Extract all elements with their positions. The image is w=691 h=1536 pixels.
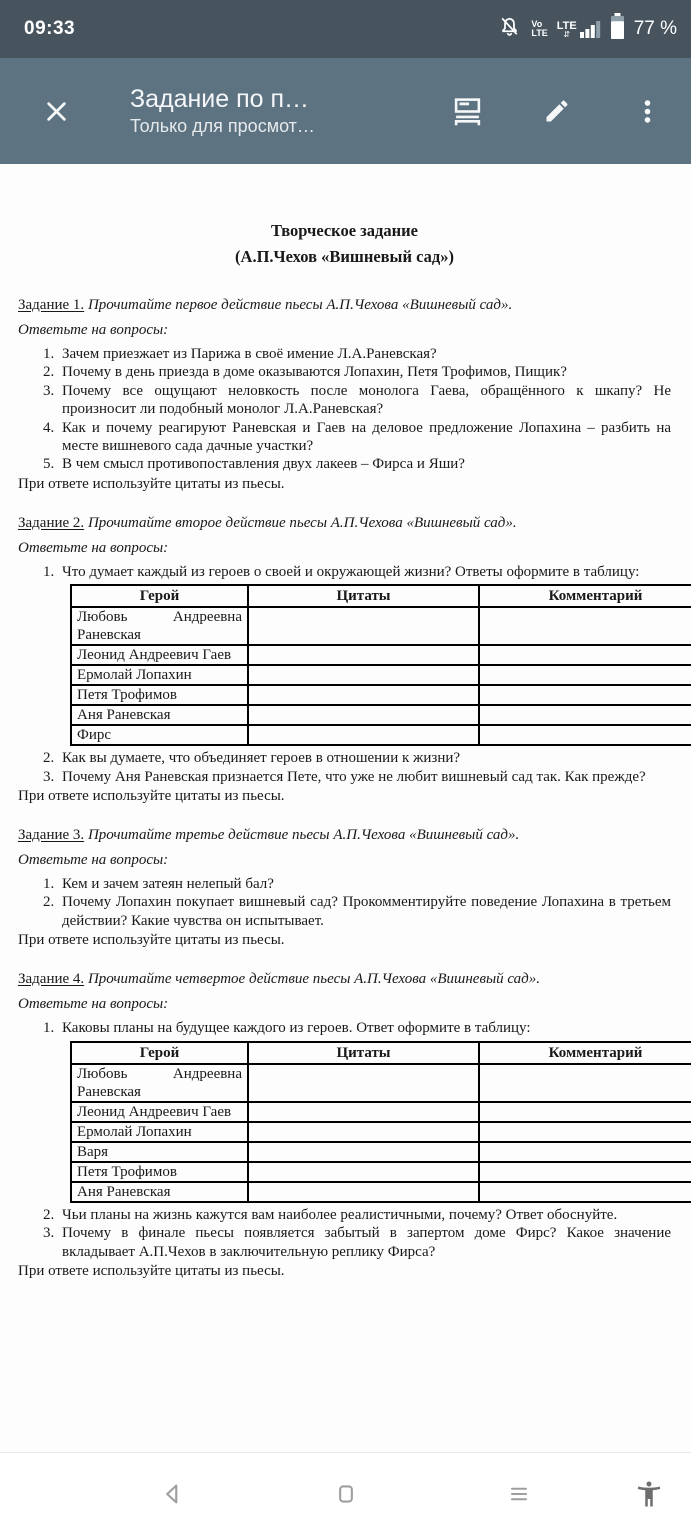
task-heading: Задание 2. Прочитайте второе действие пьесы А.П.Чехова «Вишневый сад».	[18, 514, 517, 531]
hero-name-cell: Любовь Андреевна Раневская	[71, 607, 248, 645]
edit-pencil-icon	[543, 97, 571, 125]
question-text: Как вы думаете, что объединяет героев в отношении к жизни?	[62, 750, 461, 767]
question-item	[43, 419, 671, 456]
recents-icon	[505, 1480, 533, 1508]
overflow-menu-button[interactable]	[623, 87, 671, 135]
question-number: 1.	[43, 1020, 55, 1037]
task-label: Задание 4.	[18, 971, 85, 988]
clock: 09:33	[24, 18, 76, 39]
task-footer-note: При ответе используйте цитаты из пьесы.	[18, 1262, 285, 1279]
hero-name-cell: Петя Трофимов	[71, 685, 248, 705]
signal-strength-icon: LTE ⇵	[557, 20, 601, 38]
view-mode-label: Только для просмот…	[130, 116, 315, 136]
battery-icon	[610, 13, 625, 45]
hero-name-cell: Петя Трофимов	[71, 1162, 248, 1182]
table-row	[71, 1064, 691, 1102]
question-number: 4.	[43, 419, 55, 436]
task-subheading: Ответьте на вопросы:	[18, 322, 169, 338]
task-footer-note: При ответе используйте цитаты из пьесы.	[18, 475, 285, 492]
question-number: 1.	[43, 563, 55, 580]
question-item	[43, 1224, 671, 1261]
notifications-muted-icon	[497, 14, 522, 44]
status-bar	[0, 0, 691, 58]
doc-heading-line2: (А.П.Чехов «Вишневый сад»)	[235, 247, 454, 266]
question-number: 1.	[43, 346, 55, 362]
column-header: Герой	[71, 1042, 248, 1064]
table-header-row	[71, 1042, 691, 1064]
task-label: Задание 2.	[18, 514, 85, 531]
print-layout-icon	[452, 96, 483, 127]
empty-cell	[248, 725, 479, 745]
task-heading: Задание 4. Прочитайте четвертое действие пьесы А.П.Чехова «Вишневый сад».	[18, 971, 540, 988]
table-header-row	[71, 585, 691, 607]
question-item	[43, 345, 671, 363]
question-item	[43, 768, 671, 786]
empty-cell	[479, 725, 691, 745]
task-subheading: Ответьте на вопросы:	[18, 996, 169, 1013]
table-row	[71, 665, 691, 685]
table-row	[71, 1122, 691, 1142]
volte-icon: Vo LTE	[531, 19, 548, 38]
empty-cell	[248, 1102, 479, 1122]
nav-accessibility-button[interactable]	[634, 1479, 664, 1509]
empty-cell	[248, 685, 479, 705]
question-number: 3.	[43, 768, 55, 785]
app-bar-actions	[443, 87, 671, 135]
question-text: Почему в день приезда в доме оказываются Лопахин, Петя Трофимов, Пищик?	[62, 364, 567, 381]
task-subheading: Ответьте на вопросы:	[18, 852, 169, 869]
characters-table-act4	[70, 1041, 691, 1203]
column-header: Герой	[71, 585, 248, 607]
empty-cell	[479, 1182, 691, 1202]
navigation-bar	[0, 1452, 691, 1536]
battery-percent: 77 %	[633, 18, 677, 39]
empty-cell	[479, 665, 691, 685]
task-heading: Задание 3. Прочитайте третье действие пьесы А.П.Чехова «Вишневый сад».	[18, 827, 520, 844]
table-row	[71, 685, 691, 705]
edit-button[interactable]	[533, 87, 581, 135]
doc-heading-line1: Творческое задание	[271, 221, 418, 240]
question-item	[43, 875, 671, 893]
hero-name-cell: Любовь Андреевна Раневская	[71, 1064, 248, 1102]
document-viewer[interactable]	[0, 164, 691, 1452]
question-number: 1.	[43, 876, 55, 893]
app-bar	[0, 58, 691, 164]
empty-cell	[479, 1162, 691, 1182]
hero-name-cell: Варя	[71, 1142, 248, 1162]
hero-name-cell: Ермолай Лопахин	[71, 665, 248, 685]
print-layout-button[interactable]	[443, 87, 491, 135]
question-number: 2.	[43, 750, 55, 767]
table-row	[71, 725, 691, 745]
empty-cell	[479, 685, 691, 705]
task-label: Задание 1.	[18, 297, 85, 313]
table-row	[71, 645, 691, 665]
table-row	[71, 705, 691, 725]
column-header: Цитаты	[248, 585, 479, 607]
status-icons	[497, 13, 677, 45]
question-number: 2.	[43, 1206, 55, 1223]
task-section-2	[18, 514, 691, 806]
question-item	[43, 382, 671, 419]
question-item	[43, 363, 671, 381]
empty-cell	[479, 705, 691, 725]
question-text: Зачем приезжает из Парижа в своё имение Л.А.Раневская?	[62, 346, 437, 362]
question-number: 5.	[43, 456, 55, 473]
question-item	[43, 749, 671, 767]
document-title-block	[130, 84, 433, 138]
hero-name-cell: Аня Раневская	[71, 705, 248, 725]
back-icon	[159, 1480, 187, 1508]
table-row	[71, 1142, 691, 1162]
empty-cell	[248, 1142, 479, 1162]
question-text: Почему все ощущают неловкость после монолога Гаева, обращённого к шкапу? Не произносит ли подобный монолог Л.А.Раневская?	[62, 382, 671, 418]
question-item	[43, 455, 671, 473]
table-row	[71, 1102, 691, 1122]
question-text: Почему в финале пьесы появляется забытый в запертом доме Фирс? Какое значение вкладывает А.П.Чехов в заключительную реплику Фирса?	[62, 1225, 671, 1260]
task-section-3	[18, 826, 691, 950]
question-text: Как и почему реагируют Раневская и Гаев на деловое предложение Лопахина – разбить на месте вишневого сада дачные участки?	[62, 419, 671, 455]
task-footer-note: При ответе используйте цитаты из пьесы.	[18, 932, 285, 949]
question-item	[43, 1206, 671, 1224]
more-vert-icon	[634, 98, 661, 125]
question-text: Чьи планы на жизнь кажутся вам наиболее реалистичными, почему? Ответ обоснуйте.	[62, 1206, 618, 1223]
column-header: Комментарий	[479, 585, 691, 607]
table-row	[71, 1182, 691, 1202]
close-icon	[43, 98, 70, 125]
question-number: 2.	[43, 364, 55, 381]
hero-name-cell: Леонид Андреевич Гаев	[71, 1102, 248, 1122]
document-title: Задание по п…	[130, 85, 310, 113]
table-row	[71, 607, 691, 645]
question-item	[43, 563, 671, 581]
question-text: Каковы планы на будущее каждого из героев. Ответ оформите в таблицу:	[62, 1020, 531, 1037]
hero-name-cell: Фирс	[71, 725, 248, 745]
task-label: Задание 3.	[18, 827, 85, 844]
empty-cell	[248, 607, 479, 645]
task-footer-note: При ответе используйте цитаты из пьесы.	[18, 788, 285, 805]
empty-cell	[479, 1064, 691, 1102]
empty-cell	[248, 1162, 479, 1182]
characters-table-act2	[70, 584, 691, 746]
empty-cell	[479, 607, 691, 645]
question-text: Что думает каждый из героев о своей и окружающей жизни? Ответы оформите в таблицу:	[62, 563, 640, 580]
empty-cell	[248, 645, 479, 665]
empty-cell	[248, 705, 479, 725]
column-header: Комментарий	[479, 1042, 691, 1064]
empty-cell	[248, 1064, 479, 1102]
question-item	[43, 893, 671, 930]
question-number: 3.	[43, 1225, 55, 1242]
table-row	[71, 1162, 691, 1182]
home-icon	[332, 1480, 360, 1508]
empty-cell	[479, 1102, 691, 1122]
empty-cell	[248, 1182, 479, 1202]
signal-bars	[580, 20, 601, 38]
accessibility-icon	[634, 1479, 664, 1509]
nav-back-button[interactable]	[158, 1479, 188, 1509]
hero-name-cell: Ермолай Лопахин	[71, 1122, 248, 1142]
task-subheading: Ответьте на вопросы:	[18, 539, 169, 556]
task-section-4	[18, 970, 691, 1281]
question-number: 2.	[43, 894, 55, 911]
empty-cell	[248, 665, 479, 685]
nav-recents-button[interactable]	[504, 1479, 534, 1509]
question-text: Кем и зачем затеян нелепый бал?	[62, 876, 274, 893]
empty-cell	[248, 1122, 479, 1142]
empty-cell	[479, 1142, 691, 1162]
hero-name-cell: Аня Раневская	[71, 1182, 248, 1202]
empty-cell	[479, 1122, 691, 1142]
question-text: Почему Аня Раневская признается Пете, что уже не любит вишневый сад так. Как прежде?	[62, 768, 646, 785]
task-section-1	[18, 296, 691, 494]
question-text: Почему Лопахин покупает вишневый сад? Прокомментируйте поведение Лопахина в третьем действии? Какие чувства он испытывает.	[62, 894, 671, 929]
question-number: 3.	[43, 382, 55, 399]
close-button[interactable]	[32, 87, 80, 135]
question-item	[43, 1019, 671, 1037]
empty-cell	[479, 645, 691, 665]
nav-home-button[interactable]	[331, 1479, 361, 1509]
task-heading: Задание 1. Прочитайте первое действие пьесы А.П.Чехова «Вишневый сад».	[18, 297, 513, 313]
question-text: В чем смысл противопоставления двух лакеев – Фирса и Яши?	[62, 456, 465, 473]
column-header: Цитаты	[248, 1042, 479, 1064]
hero-name-cell: Леонид Андреевич Гаев	[71, 645, 248, 665]
